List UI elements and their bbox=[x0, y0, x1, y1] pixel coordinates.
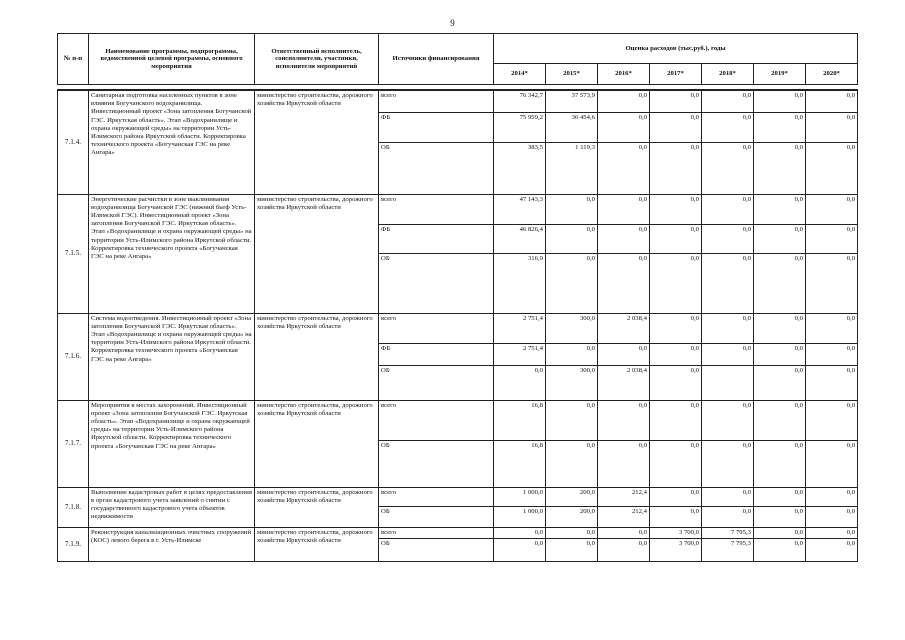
expense-value: 0,0 bbox=[754, 253, 806, 313]
table-row bbox=[58, 527, 858, 538]
header-year: 2016* bbox=[598, 64, 650, 85]
expense-value: 0,0 bbox=[598, 343, 650, 365]
executor: министерство строительства, дорожного хозяйства Иркутской области bbox=[255, 90, 379, 194]
expense-value: 0,0 bbox=[702, 253, 754, 313]
expense-value: 0,0 bbox=[702, 90, 754, 112]
funding-source: ОБ bbox=[379, 365, 494, 400]
expense-value: 75 959,2 bbox=[494, 112, 546, 142]
table-row bbox=[58, 194, 858, 224]
activity-name: Энергетические расчистки в зоне выклинивания водохранилища Богучанской ГЭС (нижний бьеф Усть-Илимской ГЭС). Инвестиционный проект «Зона затопления Богучанской ГЭС. Иркутская область». Этап «Водохранилище и охрана окружающей среды» на территории Усть-Илимского района Иркутской области. Корректировка технического проекта «Богучанская ГЭС на реке Ангара» bbox=[89, 194, 255, 313]
expense-value: 0,0 bbox=[598, 253, 650, 313]
activity-name: Система водоотведения. Инвестиционный проект «Зона затопления Богучанской ГЭС. Иркутская область». Этап «Водохранилище и охрана окружающей среды» на территории Усть-Илимского района Иркутской области. Корректировка технического проекта «Богучанская ГЭС на реке Ангара» bbox=[89, 313, 255, 400]
expense-value: 0,0 bbox=[754, 194, 806, 224]
row-index: 7.1.9. bbox=[58, 527, 89, 561]
expense-value: 0,0 bbox=[598, 224, 650, 253]
expense-value: 0,0 bbox=[546, 527, 598, 538]
expense-value: 0,0 bbox=[806, 365, 858, 400]
expense-value: 383,5 bbox=[494, 142, 546, 194]
table-row bbox=[58, 400, 858, 440]
expense-value: 0,0 bbox=[650, 253, 702, 313]
expense-value: 0,0 bbox=[806, 343, 858, 365]
expense-value: 0,0 bbox=[546, 224, 598, 253]
expense-value: 3 700,0 bbox=[650, 527, 702, 538]
header-year: 2020* bbox=[806, 64, 858, 85]
expense-value: 2 038,4 bbox=[598, 313, 650, 343]
funding-source: ФБ bbox=[379, 224, 494, 253]
activity-name: Мероприятия в местах захоронений. Инвестиционный проект «Зона затопления Богучанской ГЭС. Иркутская область». Этап «Водохранилище и охрана окружающей среды» на территории Усть-Илимского района Иркутской области. Корректировка технического проекта «Богучанская ГЭС на реке Ангара» bbox=[89, 400, 255, 487]
expense-value: 0,0 bbox=[546, 400, 598, 440]
funding-source: всего bbox=[379, 194, 494, 224]
expense-value: 7 795,3 bbox=[702, 538, 754, 561]
expense-value: 2 751,4 bbox=[494, 313, 546, 343]
expense-value: 1 000,0 bbox=[494, 506, 546, 527]
expense-value: 0,0 bbox=[650, 90, 702, 112]
expense-value: 0,0 bbox=[702, 343, 754, 365]
expense-value: 0,0 bbox=[754, 343, 806, 365]
expense-value: 0,0 bbox=[546, 194, 598, 224]
expense-value: 0,0 bbox=[546, 343, 598, 365]
expense-value: 16,8 bbox=[494, 400, 546, 440]
activity-name: Реконструкция канализационных очистных сооружений (КОС) левого берега в г. Усть-Илимске bbox=[89, 527, 255, 561]
expense-value: 0,0 bbox=[650, 343, 702, 365]
expense-value: 0,0 bbox=[754, 112, 806, 142]
expense-value: 0,0 bbox=[806, 313, 858, 343]
expense-value: 0,0 bbox=[494, 527, 546, 538]
expense-value: 0,0 bbox=[598, 112, 650, 142]
expense-value: 0,0 bbox=[702, 194, 754, 224]
expense-value: 0,0 bbox=[754, 90, 806, 112]
expense-value: 0,0 bbox=[702, 313, 754, 343]
funding-source: всего bbox=[379, 400, 494, 440]
funding-source: ОБ bbox=[379, 538, 494, 561]
activity-name: Выполнение кадастровых работ в целях предоставления в орган кадастрового учета заявлений о снятии с государственного кадастрового учета объектов недвижимости bbox=[89, 487, 255, 527]
expense-value: 0,0 bbox=[702, 112, 754, 142]
expense-value: 0,0 bbox=[702, 440, 754, 487]
funding-source: ФБ bbox=[379, 343, 494, 365]
table-row bbox=[58, 90, 858, 112]
funding-source: ФБ bbox=[379, 112, 494, 142]
expense-value: 0,0 bbox=[754, 527, 806, 538]
header-year: 2019* bbox=[754, 64, 806, 85]
page-number: 9 bbox=[450, 18, 455, 28]
header-year: 2015* bbox=[546, 64, 598, 85]
expense-value: 0,0 bbox=[650, 400, 702, 440]
expense-value: 0,0 bbox=[754, 538, 806, 561]
expense-value: 0,0 bbox=[598, 90, 650, 112]
executor: министерство строительства, дорожного хозяйства Иркутской области bbox=[255, 313, 379, 400]
funding-source: ОБ bbox=[379, 506, 494, 527]
expense-value: 0,0 bbox=[702, 506, 754, 527]
expense-value: 0,0 bbox=[806, 538, 858, 561]
expense-value: 0,0 bbox=[702, 487, 754, 506]
expense-value: 0,0 bbox=[806, 194, 858, 224]
expense-value: 0,0 bbox=[806, 487, 858, 506]
expense-value: 0,0 bbox=[650, 440, 702, 487]
expense-value: 0,0 bbox=[494, 365, 546, 400]
table-header bbox=[58, 34, 858, 91]
header-year: 2017* bbox=[650, 64, 702, 85]
expense-value: 0,0 bbox=[806, 527, 858, 538]
expense-value: 0,0 bbox=[702, 224, 754, 253]
header-executor: Ответственный исполнитель, соисполнители, участники, исполнители мероприятий bbox=[255, 34, 379, 85]
expense-value: 0,0 bbox=[806, 224, 858, 253]
expense-value: 0,0 bbox=[806, 440, 858, 487]
expense-value: 212,4 bbox=[598, 487, 650, 506]
expense-value: 46 826,4 bbox=[494, 224, 546, 253]
budget-table bbox=[57, 33, 858, 562]
expense-value: 47 143,3 bbox=[494, 194, 546, 224]
funding-source: всего bbox=[379, 90, 494, 112]
table-row bbox=[58, 313, 858, 343]
expense-value: 0,0 bbox=[598, 400, 650, 440]
expense-value: 212,4 bbox=[598, 506, 650, 527]
expense-value: 0,0 bbox=[546, 253, 598, 313]
expense-value: 0,0 bbox=[494, 538, 546, 561]
expense-value: 0,0 bbox=[806, 112, 858, 142]
expense-value: 0,0 bbox=[650, 142, 702, 194]
header-estimate: Оценка расходов (тыс.руб.), годы bbox=[494, 34, 858, 64]
header-index: № п-п bbox=[58, 34, 89, 85]
expense-value: 0,0 bbox=[598, 527, 650, 538]
expense-value: 0,0 bbox=[754, 400, 806, 440]
row-index: 7.1.4. bbox=[58, 90, 89, 194]
expense-value: 0,0 bbox=[650, 365, 702, 400]
expense-value: 1 119,3 bbox=[546, 142, 598, 194]
expense-value: 0,0 bbox=[546, 440, 598, 487]
expense-value: 0,0 bbox=[546, 538, 598, 561]
expense-value: 0,0 bbox=[806, 506, 858, 527]
expense-value: 0,0 bbox=[754, 440, 806, 487]
table-row bbox=[58, 487, 858, 506]
expense-value: 0,0 bbox=[806, 142, 858, 194]
expense-value: 200,0 bbox=[546, 506, 598, 527]
expense-value: 37 573,9 bbox=[546, 90, 598, 112]
expense-value: 0,0 bbox=[754, 142, 806, 194]
table-body bbox=[58, 90, 858, 561]
executor: министерство строительства, дорожного хозяйства Иркутской области bbox=[255, 194, 379, 313]
executor: министерство строительства, дорожного хозяйства Иркутской области bbox=[255, 400, 379, 487]
expense-value: 0,0 bbox=[650, 194, 702, 224]
executor: министерство строительства, дорожного хозяйства Иркутской области bbox=[255, 527, 379, 561]
expense-value: 0,0 bbox=[806, 90, 858, 112]
funding-source: ОБ bbox=[379, 253, 494, 313]
expense-value: 0,0 bbox=[598, 538, 650, 561]
expense-value: 0,0 bbox=[598, 440, 650, 487]
expense-value: 16,8 bbox=[494, 440, 546, 487]
expense-value: 0,0 bbox=[650, 487, 702, 506]
expense-value: 0,0 bbox=[702, 142, 754, 194]
funding-source: всего bbox=[379, 313, 494, 343]
funding-source: ОБ bbox=[379, 440, 494, 487]
expense-value: 3 700,0 bbox=[650, 538, 702, 561]
funding-source: всего bbox=[379, 527, 494, 538]
expense-value: 0,0 bbox=[754, 487, 806, 506]
expense-value: 1 000,0 bbox=[494, 487, 546, 506]
expense-value: 0,0 bbox=[598, 142, 650, 194]
funding-source: ОБ bbox=[379, 142, 494, 194]
expense-value: 7 795,3 bbox=[702, 527, 754, 538]
header-year: 2014* bbox=[494, 64, 546, 85]
expense-value: 300,0 bbox=[546, 313, 598, 343]
expense-value: 0,0 bbox=[806, 253, 858, 313]
row-index: 7.1.5. bbox=[58, 194, 89, 313]
header-program-name: Наименование программы, подпрограммы, ведомственной целевой программы, основного мероприятия bbox=[89, 34, 255, 85]
expense-value bbox=[702, 365, 754, 400]
expense-value: 0,0 bbox=[754, 224, 806, 253]
expense-value: 76 342,7 bbox=[494, 90, 546, 112]
expense-value: 36 454,6 bbox=[546, 112, 598, 142]
expense-value: 0,0 bbox=[754, 313, 806, 343]
expense-value: 0,0 bbox=[702, 400, 754, 440]
expense-value: 0,0 bbox=[650, 313, 702, 343]
expense-value: 0,0 bbox=[650, 506, 702, 527]
expense-value: 0,0 bbox=[650, 112, 702, 142]
expense-value: 0,0 bbox=[754, 506, 806, 527]
row-index: 7.1.8. bbox=[58, 487, 89, 527]
expense-value: 2 751,4 bbox=[494, 343, 546, 365]
header-year: 2018* bbox=[702, 64, 754, 85]
row-index: 7.1.7. bbox=[58, 400, 89, 487]
expense-value: 0,0 bbox=[754, 365, 806, 400]
expense-value: 300,0 bbox=[546, 365, 598, 400]
header-funding-source: Источники финансирования bbox=[379, 34, 494, 85]
executor: министерство строительства, дорожного хозяйства Иркутской области bbox=[255, 487, 379, 527]
expense-value: 0,0 bbox=[806, 400, 858, 440]
expense-value: 2 038,4 bbox=[598, 365, 650, 400]
expense-value: 0,0 bbox=[650, 224, 702, 253]
activity-name: Санитарная подготовка населенных пунктов в зоне влияния Богучанского водохранилища. Инвестиционный проект «Зона затопления Богучанской ГЭС. Иркутская область». Этап «Водохранилище и охрана окружающей среды» на территории Усть-Илимского района Иркутской области. Корректировка технического проекта «Богучанская ГЭС на реке Ангара» bbox=[89, 90, 255, 194]
expense-value: 0,0 bbox=[598, 194, 650, 224]
row-index: 7.1.6. bbox=[58, 313, 89, 400]
expense-value: 200,0 bbox=[546, 487, 598, 506]
funding-source: всего bbox=[379, 487, 494, 506]
expense-value: 316,9 bbox=[494, 253, 546, 313]
